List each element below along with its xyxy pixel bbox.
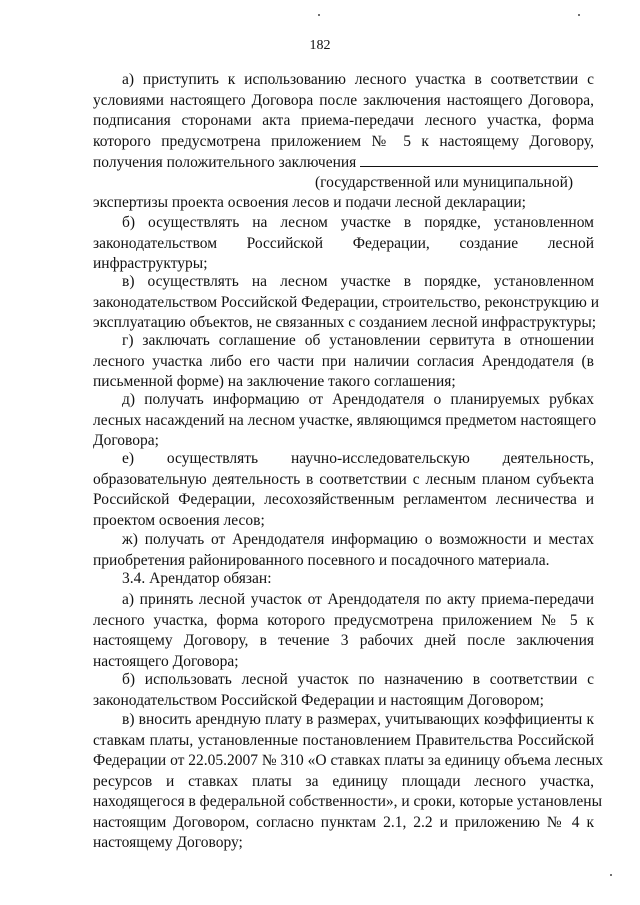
text-line bbox=[93, 631, 594, 652]
text-line bbox=[93, 352, 594, 373]
text-line bbox=[93, 551, 594, 572]
paragraph bbox=[93, 710, 604, 854]
text-line bbox=[93, 70, 594, 91]
text-line bbox=[93, 590, 594, 611]
text-line bbox=[93, 411, 597, 432]
line-text: Федерации от 22.05.2007 № 310 «О ставках платы за единицу объема лесных bbox=[93, 752, 604, 769]
text-line bbox=[93, 470, 594, 491]
line-text: законодательством Российской Федерации, создание лесной bbox=[93, 234, 594, 252]
blank-fill-line bbox=[360, 152, 598, 167]
paragraph bbox=[93, 449, 594, 531]
line-text: лесного участка либо его части при наличии согласия Арендодателя (в bbox=[93, 352, 594, 370]
paragraph bbox=[93, 569, 594, 590]
text-line bbox=[93, 193, 594, 214]
line-text: а) приступить к использованию лесного участка в соответствии с bbox=[122, 71, 594, 88]
text-line bbox=[93, 670, 594, 691]
text-line bbox=[93, 490, 594, 511]
line-text: настоящему Договору, в течение 3 рабочих дней после заключения bbox=[93, 632, 594, 649]
line-text: эксплуатацию объектов, не связанных с созданием лесной инфраструктуры; bbox=[93, 314, 597, 331]
line-text: Договора; bbox=[93, 432, 159, 449]
text-line bbox=[93, 132, 594, 153]
text-line bbox=[93, 710, 594, 731]
text-line bbox=[93, 390, 594, 411]
text-line bbox=[93, 91, 594, 112]
line-text: ресурсов и ставках платы за единицу площади лесного участка, bbox=[93, 772, 594, 790]
paragraph bbox=[93, 670, 594, 711]
line-text: инфраструктуры; bbox=[93, 255, 208, 272]
line-text: проектом освоения лесов; bbox=[93, 511, 265, 529]
line-text: находящегося в федеральной собственности», и сроки, которые установлены bbox=[93, 793, 602, 810]
paragraph bbox=[93, 272, 600, 334]
text-line bbox=[93, 111, 594, 132]
text-line bbox=[93, 569, 594, 590]
line-text: Российской Федерации, лесохозяйственным регламентом лесничества и bbox=[93, 491, 594, 508]
text-line bbox=[93, 530, 594, 551]
text-line bbox=[93, 813, 594, 834]
line-text: настоящим Договором, согласно пунктам 2.1, 2.2 и приложению № 4 к bbox=[93, 813, 594, 831]
line-text: лесных насаждений на лесном участке, являющимся предметом настоящего bbox=[93, 411, 597, 429]
line-text: а) принять лесной участок от Арендодателя по акту приема-передачи bbox=[122, 591, 594, 608]
line-text: е) осуществлять научно-исследовательскую деятельность, bbox=[122, 450, 594, 467]
line-text: д) получать информацию от Арендодателя о планируемых рубках bbox=[122, 391, 594, 408]
text-line bbox=[93, 652, 594, 673]
paragraph bbox=[93, 530, 594, 571]
field-caption bbox=[93, 173, 594, 194]
line-text: ставкам платы, установленные постановлением Правительства Российской bbox=[93, 731, 594, 749]
paragraph bbox=[93, 213, 594, 275]
text-line bbox=[93, 833, 594, 854]
text-line bbox=[93, 152, 594, 173]
line-text: которого предусмотрена приложением № 5 к настоящему Договору, bbox=[93, 132, 594, 150]
line-text: экспертизы проекта освоения лесов и подачи лесной декларации; bbox=[93, 194, 526, 211]
paragraph bbox=[93, 590, 594, 672]
line-text: б) осуществлять на лесном участке в порядке, установленном bbox=[122, 214, 594, 231]
text-line bbox=[93, 449, 594, 470]
line-text: б) использовать лесной участок по назначению в соответствии с bbox=[122, 671, 594, 688]
line-text: условиями настоящего Договора после заключения настоящего Договора, bbox=[93, 91, 594, 109]
scan-speck bbox=[610, 874, 612, 876]
text-line bbox=[93, 751, 604, 772]
text-line bbox=[93, 691, 594, 712]
line-text: законодательством Российской Федерации, строительство, реконструкцию и bbox=[93, 293, 600, 311]
line-text: в) вносить арендную плату в размерах, учитывающих коэффициенты к bbox=[122, 711, 594, 728]
text-line bbox=[93, 731, 594, 752]
paragraph bbox=[93, 331, 594, 393]
line-text: г) заключать соглашение об установлении сервитута в отношении bbox=[122, 332, 594, 349]
text-line bbox=[93, 611, 594, 632]
line-text: 3.4. Арендатор обязан: bbox=[122, 570, 272, 587]
paragraph bbox=[93, 70, 594, 214]
text-line bbox=[93, 331, 594, 352]
line-text: лесного участка, форма которого предусмотрена приложением № 5 к bbox=[93, 611, 594, 629]
line-text: получения положительного заключения bbox=[93, 154, 357, 171]
line-text: ж) получать от Арендодателя информацию о возможности и местах bbox=[122, 531, 594, 548]
page-number: 182 bbox=[309, 38, 331, 53]
line-text: подписания сторонами акта приема-передачи лесного участка, форма bbox=[93, 112, 594, 129]
line-text: законодательством Российской Федерации и настоящим Договором; bbox=[93, 691, 544, 709]
text-line bbox=[93, 234, 594, 255]
line-text: в) осуществлять на лесном участке в порядке, установленном bbox=[122, 273, 594, 290]
line-text: (государственной или муниципальной) bbox=[315, 173, 574, 191]
line-text: приобретения районированного посевного и посадочного материала. bbox=[93, 551, 550, 569]
scan-speck bbox=[318, 14, 320, 16]
line-text: письменной форме) на заключение такого соглашения; bbox=[93, 373, 456, 390]
line-text: настоящему Договору; bbox=[93, 834, 243, 851]
line-text: образовательную деятельность в соответствии с лесным планом субъекта bbox=[93, 470, 594, 488]
text-line bbox=[93, 213, 594, 234]
scan-speck bbox=[578, 14, 580, 16]
text-line bbox=[93, 272, 594, 293]
line-text: настоящего Договора; bbox=[93, 652, 239, 670]
text-line bbox=[93, 792, 602, 813]
text-line bbox=[93, 511, 594, 532]
text-line bbox=[93, 293, 600, 314]
text-line bbox=[93, 772, 594, 793]
paragraph bbox=[93, 390, 597, 452]
